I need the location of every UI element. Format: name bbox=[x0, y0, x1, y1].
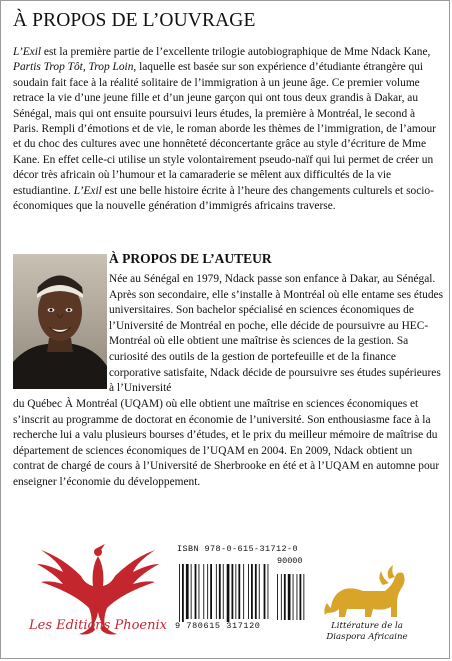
barcode-bar bbox=[219, 564, 221, 619]
book-title-italic-2: L’Exil bbox=[73, 184, 102, 197]
ouvrage-heading: À PROPOS DE L’OUVRAGE bbox=[13, 10, 256, 31]
barcode-bar bbox=[235, 564, 236, 619]
barcode-addon-bar bbox=[300, 574, 302, 620]
series-name bbox=[315, 621, 419, 643]
barcode-addon-bar bbox=[277, 574, 278, 620]
barcode-bar bbox=[255, 564, 257, 619]
barcode-bar bbox=[227, 564, 230, 622]
barcode-addon-bar bbox=[281, 574, 282, 620]
barcode-bar bbox=[232, 564, 234, 619]
series-line-2: Diaspora Africaine bbox=[326, 632, 408, 642]
auteur-paragraph-2: du Québec À Montréal (UQAM) où elle obtient une maîtrise en sciences économiques et s’inscrit au programme de doctorat en économie de l’université. Son enthousiasme face à la recherche lui a valu plusieurs bourses d’études, et le prix du meilleur mémoire de maîtrise du département de sciences économiques de l’UQAM en 2004. En 2009, Ndack obtient un contrat de chargé de cours à l’Université de Sherbrooke en été et à l’UQAM en automne pour enseigner l’économie du développement. bbox=[13, 398, 440, 488]
barcode-bar bbox=[264, 564, 266, 619]
barcode-bar bbox=[191, 564, 192, 619]
barcode-bar bbox=[207, 564, 208, 619]
isbn-label: ISBN 978-0-615-31712-0 bbox=[177, 544, 299, 554]
barcode-bar bbox=[203, 564, 204, 619]
barcode-bar bbox=[179, 564, 180, 622]
series-line-1: Littérature de la bbox=[331, 621, 403, 631]
barcode-addon-bar bbox=[303, 574, 304, 620]
publisher-name: Les Editions Phoenix bbox=[29, 618, 167, 633]
ouvrage-text-c: est une belle histoire écrite à l’heure des changements culturels et socio-économiques que la nouvelle génération d’immigrés africains traverse. bbox=[13, 184, 434, 213]
lion-icon bbox=[323, 563, 409, 623]
barcode-addon-bar bbox=[297, 574, 298, 620]
trilogy-title-italic: Partis Trop Tôt, Trop Loin bbox=[13, 61, 134, 74]
auteur-heading: À PROPOS DE L’AUTEUR bbox=[109, 251, 272, 266]
barcode-bar bbox=[182, 564, 184, 622]
barcode-bar bbox=[223, 564, 224, 619]
price-code-label: 90000 bbox=[277, 556, 303, 566]
ouvrage-text-a: est la première partie de l’excellente trilogie autobiographique de Mme Ndack Kane, bbox=[41, 46, 431, 58]
book-title-italic: L’Exil bbox=[13, 46, 42, 58]
author-photo bbox=[13, 254, 107, 389]
barcode-addon-bar bbox=[293, 574, 294, 620]
barcode-addon-bar bbox=[284, 574, 286, 620]
ouvrage-text-b: , laquelle est basée sur son expérience d’étudiante étrangère qui soudain fait face à la réalité solitaire de l’immigration à un jeune âge. Ce premier volume retrace la vie d’une jeune fille et d’un jeune garçon qui ont tous deux grandis à Dakar, au Sénégal, mais qui ont ensuite poursuivi leurs études, la première à Montréal, le second à Paris. Rempli d’émotions et de vie, le roman aborde les thèmes de l’immigration, de l’amour et du choc des cultures avec une honnêteté déconcertante grâce au style d’écriture de Mme Kane. En effet celle-ci utilise un style volontairement pseudo-naïf qui lui permet de créer un décor très africain où l’humour et la camaraderie se mêlent aux difficultés de la vie estudiantine. bbox=[13, 61, 436, 197]
barcode bbox=[173, 544, 307, 634]
barcode-bar bbox=[238, 564, 240, 619]
barcode-bar bbox=[251, 564, 253, 619]
ean-label: 9 780615 317120 bbox=[175, 621, 261, 631]
barcode-bar bbox=[248, 564, 249, 619]
barcode-bar bbox=[259, 564, 260, 619]
barcode-bar bbox=[243, 564, 244, 619]
barcode-bar bbox=[199, 564, 200, 619]
ouvrage-paragraph bbox=[13, 45, 443, 214]
auteur-paragraph-1: Née au Sénégal en 1979, Ndack passe son enfance à Dakar, au Sénégal. Après son secondaire, elle s’installe à Montréal où elle entame ses études universitaires. Son bachelor spécialisé en sciences économiques de l’Université de Montréal en poche, elle décide de poursuivre au HEC-Montréal où elle obtient une maîtrise ès sciences de la gestion. Sa curiosité des outils de la gestion de portefeuille et de la finance corporative satisfaite, Ndack décide de poursuivre ses études supérieures à l’Université bbox=[109, 273, 444, 395]
barcode-bar bbox=[195, 564, 197, 619]
barcode-bar bbox=[216, 564, 217, 619]
barcode-bar bbox=[186, 564, 189, 619]
barcode-addon-bar bbox=[288, 574, 291, 620]
barcode-bar bbox=[268, 564, 269, 619]
barcode-bar bbox=[210, 564, 212, 619]
